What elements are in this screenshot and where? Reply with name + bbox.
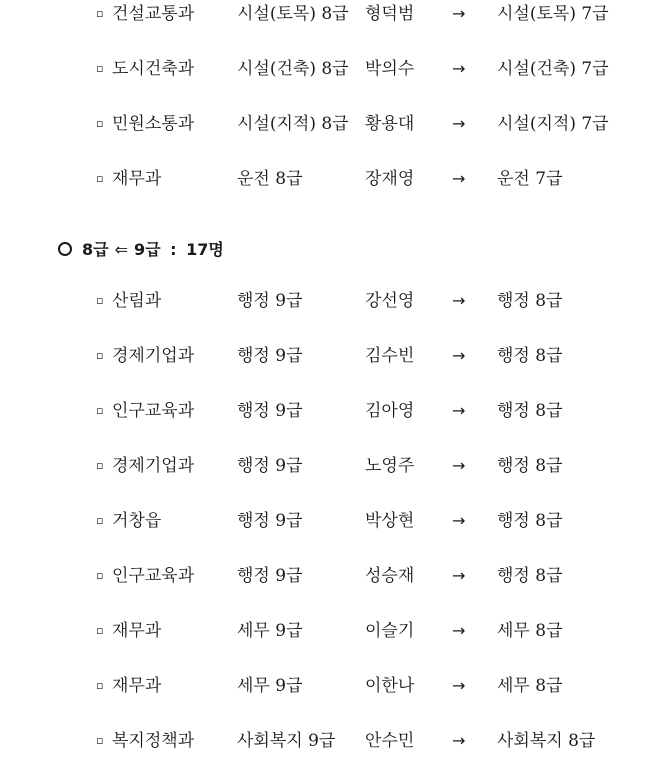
employee-name: 안수민 (365, 731, 415, 751)
new-grade: 시설(토목) 7급 (497, 4, 609, 24)
promotion-row (0, 563, 670, 589)
right-arrow-icon: → (452, 346, 466, 365)
bullet-icon: ▫ (96, 7, 104, 20)
department: 인구교육과 (112, 401, 195, 421)
new-grade: 행정 8급 (497, 291, 563, 311)
right-arrow-icon: → (452, 114, 466, 133)
promotion-row (0, 166, 670, 192)
promotion-row (0, 618, 670, 644)
promotion-row (0, 508, 670, 534)
current-grade: 세무 9급 (237, 676, 303, 696)
current-grade: 행정 9급 (237, 401, 303, 421)
department: 재무과 (112, 621, 162, 641)
promotion-row (0, 111, 670, 137)
current-grade: 운전 8급 (237, 169, 303, 189)
right-arrow-icon: → (452, 401, 466, 420)
new-grade: 행정 8급 (497, 346, 563, 366)
promotion-row (0, 288, 670, 314)
section-count: 17명 (186, 240, 224, 259)
promotion-row (0, 1, 670, 27)
section-target-grade: 8급 (82, 240, 109, 259)
bullet-icon: ▫ (96, 734, 104, 747)
employee-name: 김수빈 (365, 346, 415, 366)
right-arrow-icon: → (452, 4, 466, 23)
current-grade: 시설(지적) 8급 (237, 114, 349, 134)
department: 민원소통과 (112, 114, 195, 134)
current-grade: 행정 9급 (237, 566, 303, 586)
new-grade: 사회복지 8급 (497, 731, 596, 751)
right-arrow-icon: → (452, 566, 466, 585)
department: 복지정책과 (112, 731, 195, 751)
bullet-icon: ▫ (96, 459, 104, 472)
bullet-icon: ▫ (96, 569, 104, 582)
bullet-icon: ▫ (96, 404, 104, 417)
current-grade: 사회복지 9급 (237, 731, 336, 751)
employee-name: 이슬기 (365, 621, 415, 641)
right-arrow-icon: → (452, 291, 466, 310)
department: 경제기업과 (112, 346, 195, 366)
right-arrow-icon: → (452, 169, 466, 188)
bullet-icon: ▫ (96, 679, 104, 692)
bullet-icon: ▫ (96, 349, 104, 362)
new-grade: 세무 8급 (497, 621, 563, 641)
employee-name: 강선영 (365, 291, 415, 311)
employee-name: 황용대 (365, 114, 415, 134)
right-arrow-icon: → (452, 621, 466, 640)
department: 건설교통과 (112, 4, 195, 24)
employee-name: 김아영 (365, 401, 415, 421)
department: 인구교육과 (112, 566, 195, 586)
section-source-grade: 9급 (134, 240, 161, 259)
department: 산림과 (112, 291, 162, 311)
new-grade: 행정 8급 (497, 566, 563, 586)
right-arrow-icon: → (452, 511, 466, 530)
current-grade: 세무 9급 (237, 621, 303, 641)
current-grade: 행정 9급 (237, 346, 303, 366)
promotion-row (0, 728, 670, 754)
promotion-row (0, 343, 670, 369)
employee-name: 박의수 (365, 59, 415, 79)
section-heading (58, 237, 224, 263)
right-arrow-icon: → (452, 731, 466, 750)
new-grade: 시설(건축) 7급 (497, 59, 609, 79)
new-grade: 세무 8급 (497, 676, 563, 696)
current-grade: 행정 9급 (237, 511, 303, 531)
bullet-icon: ▫ (96, 624, 104, 637)
current-grade: 행정 9급 (237, 456, 303, 476)
employee-name: 이한나 (365, 676, 415, 696)
promotion-row (0, 673, 670, 699)
new-grade: 행정 8급 (497, 456, 563, 476)
department: 도시건축과 (112, 59, 195, 79)
current-grade: 시설(건축) 8급 (237, 59, 349, 79)
new-grade: 시설(지적) 7급 (497, 114, 609, 134)
new-grade: 행정 8급 (497, 401, 563, 421)
promotion-row (0, 398, 670, 424)
employee-name: 형덕범 (365, 4, 415, 24)
new-grade: 운전 7급 (497, 169, 563, 189)
right-arrow-icon: → (452, 676, 466, 695)
bullet-icon: ▫ (96, 514, 104, 527)
current-grade: 행정 9급 (237, 291, 303, 311)
promotion-row (0, 453, 670, 479)
department: 재무과 (112, 676, 162, 696)
employee-name: 노영주 (365, 456, 415, 476)
employee-name: 장재영 (365, 169, 415, 189)
promotion-row (0, 56, 670, 82)
department: 거창읍 (112, 511, 162, 531)
department: 재무과 (112, 169, 162, 189)
section-separator: : (170, 240, 177, 259)
department: 경제기업과 (112, 456, 195, 476)
bullet-icon: ▫ (96, 172, 104, 185)
employee-name: 성승재 (365, 566, 415, 586)
bullet-icon: ▫ (96, 294, 104, 307)
bullet-icon: ▫ (96, 62, 104, 75)
left-double-arrow-icon: ⇐ (114, 240, 128, 259)
current-grade: 시설(토목) 8급 (237, 4, 349, 24)
bullet-icon: ▫ (96, 117, 104, 130)
employee-name: 박상현 (365, 511, 415, 531)
new-grade: 행정 8급 (497, 511, 563, 531)
right-arrow-icon: → (452, 456, 466, 475)
circle-bullet-icon (58, 242, 72, 256)
right-arrow-icon: → (452, 59, 466, 78)
